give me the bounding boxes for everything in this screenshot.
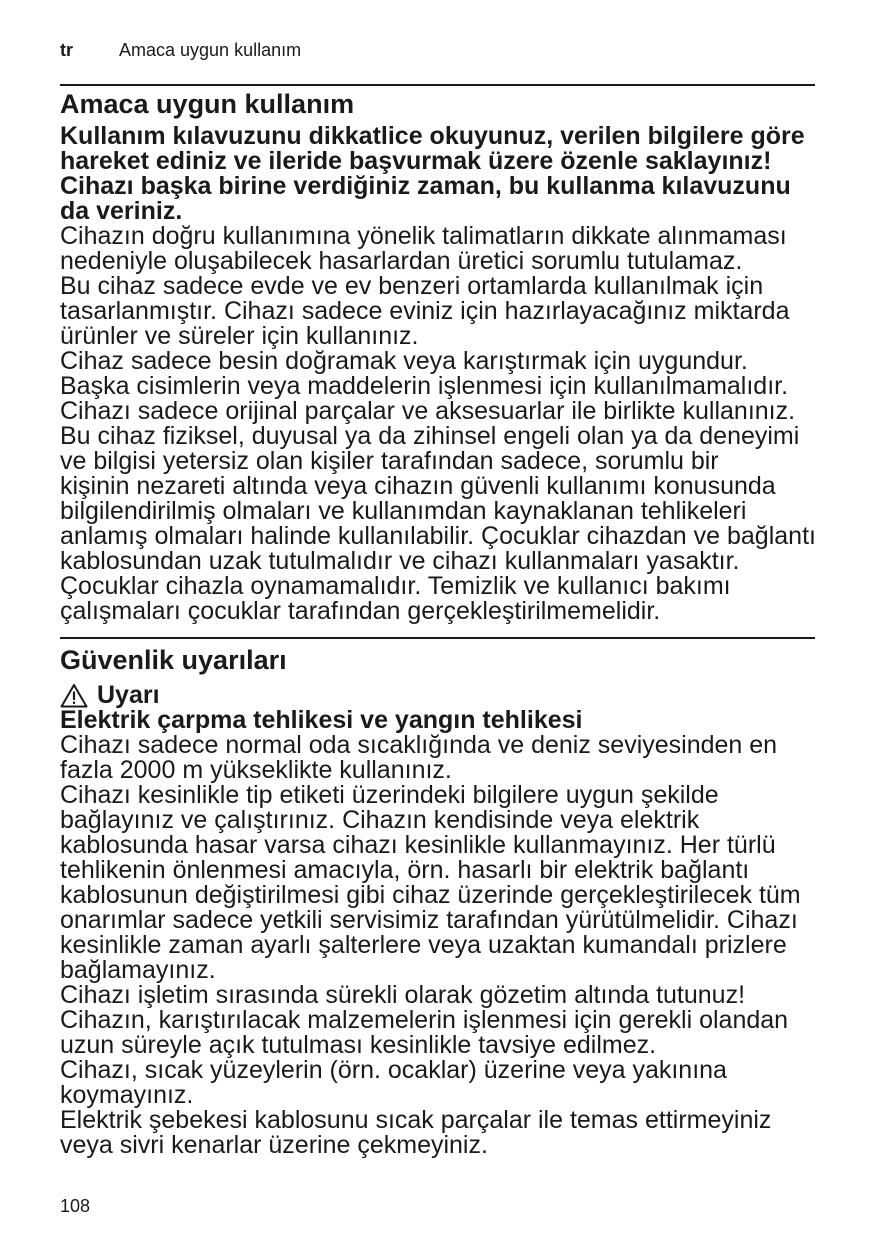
text-line: çalışmaları çocuklar tarafından gerçekleştirilmemelidir. <box>60 597 661 625</box>
text-line: tasarlanmıştır. Cihazı sadece eviniz için hazırlayacağınız miktarda <box>60 297 790 325</box>
bold-text-line: Kullanım kılavuzunu dikkatlice okuyunuz, verilen bilgilere göre <box>60 122 805 150</box>
language-code: tr <box>60 40 73 60</box>
text-line: Çocuklar cihazla oynamamalıdır. Temizlik ve kullanıcı bakımı <box>60 572 731 600</box>
warning-label: Uyarı <box>97 681 160 709</box>
text-line: kablosunda hasar varsa cihazı kesinlikle kullanmayınız. Her türlü <box>60 831 776 859</box>
text-line: Cihazı, sıcak yüzeylerin (örn. ocaklar) üzerine veya yakınına <box>60 1056 727 1084</box>
text-line: tehlikenin önlenmesi amacıyla, örn. hasarlı bir elektrik bağlantı <box>60 856 750 884</box>
text-line: Cihazın, karıştırılacak malzemelerin işlenmesi için gerekli olandan <box>60 1006 789 1034</box>
section-heading-safety: Güvenlik uyarıları <box>60 645 287 675</box>
hazard-title: Elektrik çarpma tehlikesi ve yangın tehlikesi <box>60 706 583 734</box>
running-header-title: Amaca uygun kullanım <box>119 40 302 60</box>
bold-text-line: Cihazı başka birine verdiğiniz zaman, bu kullanma kılavuzunu <box>60 172 791 200</box>
text-line: Bu cihaz fiziksel, duyusal ya da zihinsel engeli olan ya da deneyimi <box>60 422 800 450</box>
text-line: ve bilgisi yetersiz olan kişiler tarafından sadece, sorumlu bir <box>60 447 719 475</box>
running-header <box>60 40 301 60</box>
text-line: Cihazı sadece normal oda sıcaklığında ve deniz seviyesinden en <box>60 731 778 759</box>
text-line: Cihazı sadece orijinal parçalar ve aksesuarlar ile birlikte kullanınız. <box>60 397 796 425</box>
text-line: Cihaz sadece besin doğramak veya karıştırmak için uygundur. <box>60 347 748 375</box>
text-line: Elektrik şebekesi kablosunu sıcak parçalar ile temas ettirmeyiniz <box>60 1106 772 1134</box>
text-line: fazla 2000 m yükseklikte kullanınız. <box>60 756 452 784</box>
text-line: Cihazı kesinlikle tip etiketi üzerindeki bilgilere uygun şekilde <box>60 781 719 809</box>
text-line: kablosundan uzak tutulmalıdır ve cihazı kullanmaları yasaktır. <box>60 547 740 575</box>
text-line: Bu cihaz sadece evde ve ev benzeri ortamlarda kullanılmak için <box>60 272 764 300</box>
text-line: uzun süreyle açık tutulması kesinlikle tavsiye edilmez. <box>60 1031 657 1059</box>
text-line: ürünler ve süreler için kullanınız. <box>60 322 419 350</box>
section-divider <box>60 84 815 86</box>
text-line: koymayınız. <box>60 1081 194 1109</box>
text-line: bağlayınız ve çalıştırınız. Cihazın kendisinde veya elektrik <box>60 806 700 834</box>
safety-body <box>60 683 801 1158</box>
bold-text-line: da veriniz. <box>60 197 183 225</box>
warning-label-row <box>60 683 801 708</box>
intended-use-body <box>60 124 816 624</box>
text-line: kesinlikle zaman ayarlı şalterlere veya uzaktan kumandalı prizlere <box>60 931 787 959</box>
section-divider <box>60 637 815 639</box>
warning-triangle-icon <box>60 683 97 708</box>
text-line: Cihazı işletim sırasında sürekli olarak gözetim altında tutunuz! <box>60 981 746 1009</box>
text-line: kişinin nezareti altında veya cihazın güvenli kullanımı konusunda <box>60 472 776 500</box>
text-line: bilgilendirilmiş olmaları ve kullanımdan kaynaklanan tehlikeleri <box>60 497 747 525</box>
text-line: kablosunun değiştirilmesi gibi cihaz üzerinde gerçekleştirilecek tüm <box>60 881 801 909</box>
text-line: veya sivri kenarlar üzerine çekmeyiniz. <box>60 1131 488 1159</box>
text-line: bağlamayınız. <box>60 956 216 984</box>
text-line: Cihazın doğru kullanımına yönelik talimatların dikkate alınmaması <box>60 222 787 250</box>
text-line: Başka cisimlerin veya maddelerin işlenmesi için kullanılmamalıdır. <box>60 372 789 400</box>
page-number: 108 <box>60 1196 91 1216</box>
bold-text-line: hareket ediniz ve ileride başvurmak üzere özenle saklayınız! <box>60 147 772 175</box>
text-line: anlamış olmaları halinde kullanılabilir. Çocuklar cihazdan ve bağlantı <box>60 522 816 550</box>
text-line: onarımlar sadece yetkili servisimiz tarafından yürütülmelidir. Cihazı <box>60 906 798 934</box>
text-line: nedeniyle oluşabilecek hasarlardan üretici sorumlu tutulamaz. <box>60 247 743 275</box>
section-heading-intended-use: Amaca uygun kullanım <box>60 89 355 119</box>
